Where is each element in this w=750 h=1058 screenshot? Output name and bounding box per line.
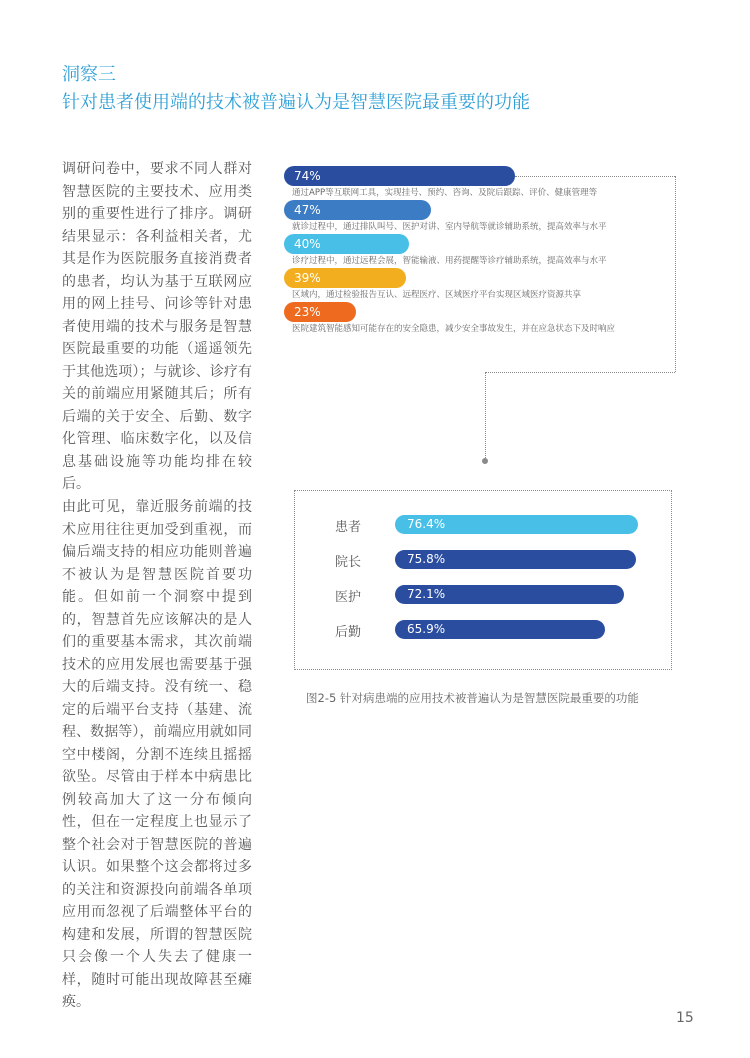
- body-paragraph-2: 由此可见，靠近服务前端的技术应用往往更加受到重视，而偏后端支持的相应功能则普遍不被认为是智慧医院首要功能。但如前一个洞察中提到的，智慧首先应该解决的是人们的重要基本需求，其次前端技术的应用发展也需要基于强大的后端支持。没有统一、稳定的后端平台支持（基建、流程、数据等），前端应用就如同空中楼阁，分割不连续且摇摇欲坠。尽管由于样本中病患比例较高加大了这一分布倾向性，但在一定程度上也显示了整个社会对于智慧医院的普遍认识。如果整个这会都将过多的关注和资源投向前端各单项应用而忽视了后端整体平台的构建和发展，所谓的智慧医院只会像一个人失去了健康一样，随时可能出现故障甚至瘫痪。: [62, 499, 252, 1010]
- ranking-bar-description: 通过APP等互联网工具，实现挂号、预约、咨询、及院后跟踪、评价、健康管理等: [292, 188, 598, 198]
- connector-line-middle: [485, 372, 675, 373]
- ranking-bar-description: 区域内，通过检验报告互认、远程医疗、区域医疗平台实现区域医疗资源共享: [292, 290, 582, 300]
- connector-line-right: [675, 176, 676, 372]
- respondent-bar: 75.8%: [395, 550, 636, 569]
- insight-label: 洞察三: [62, 64, 116, 85]
- ranking-bar: 74%: [284, 166, 515, 186]
- connector-dot: [482, 458, 488, 464]
- connector-line-top: [515, 176, 675, 177]
- ranking-bar: 23%: [284, 302, 356, 322]
- respondent-bar: 72.1%: [395, 585, 624, 604]
- body-paragraph-1: 调研问卷中，要求不同人群对智慧医院的主要技术、应用类别的重要性进行了排序。调研结果显示：各利益相关者，尤其是作为医院服务直接消费者的患者，均认为基于互联网应用的网上挂号、问诊等针对患者使用端的技术与服务是智慧医院最重要的功能（遥遥领先于其他选项）；与就诊、诊疗有关的前端应用紧随其后；所有后端的关于安全、后勤、数字化管理、临床数字化，以及信息基础设施等功能均排在较后。: [62, 161, 252, 492]
- category-label: 患者: [335, 520, 362, 535]
- category-label: 后勤: [335, 625, 362, 640]
- ranking-bar: 39%: [284, 268, 406, 288]
- respondent-bar: 65.9%: [395, 620, 605, 639]
- ranking-bar-description: 就诊过程中，通过排队叫号、医护对讲、室内导航等就诊辅助系统，提高效率与水平: [292, 222, 607, 232]
- page-title: 针对患者使用端的技术被普遍认为是智慧医院最重要的功能: [62, 92, 530, 113]
- respondent-bar: 76.4%: [395, 515, 638, 534]
- category-label: 院长: [335, 555, 362, 570]
- figure-caption: 图2-5 针对病患端的应用技术被普遍认为是智慧医院最重要的功能: [306, 691, 639, 705]
- ranking-bar: 47%: [284, 200, 431, 220]
- respondent-group-chart: [294, 490, 672, 670]
- ranking-bar-description: 医院建筑智能感知可能存在的安全隐患，减少安全事故发生，并在应急状态下及时响应: [292, 324, 616, 334]
- ranking-bar-description: 诊疗过程中，通过远程会展，智能输液、用药提醒等诊疗辅助系统，提高效率与水平: [292, 256, 607, 266]
- connector-line-left: [485, 372, 486, 460]
- ranking-bar: 40%: [284, 234, 409, 254]
- category-label: 医护: [335, 590, 362, 605]
- function-ranking-chart: [0, 0, 750, 480]
- page-number: 15: [676, 1010, 694, 1026]
